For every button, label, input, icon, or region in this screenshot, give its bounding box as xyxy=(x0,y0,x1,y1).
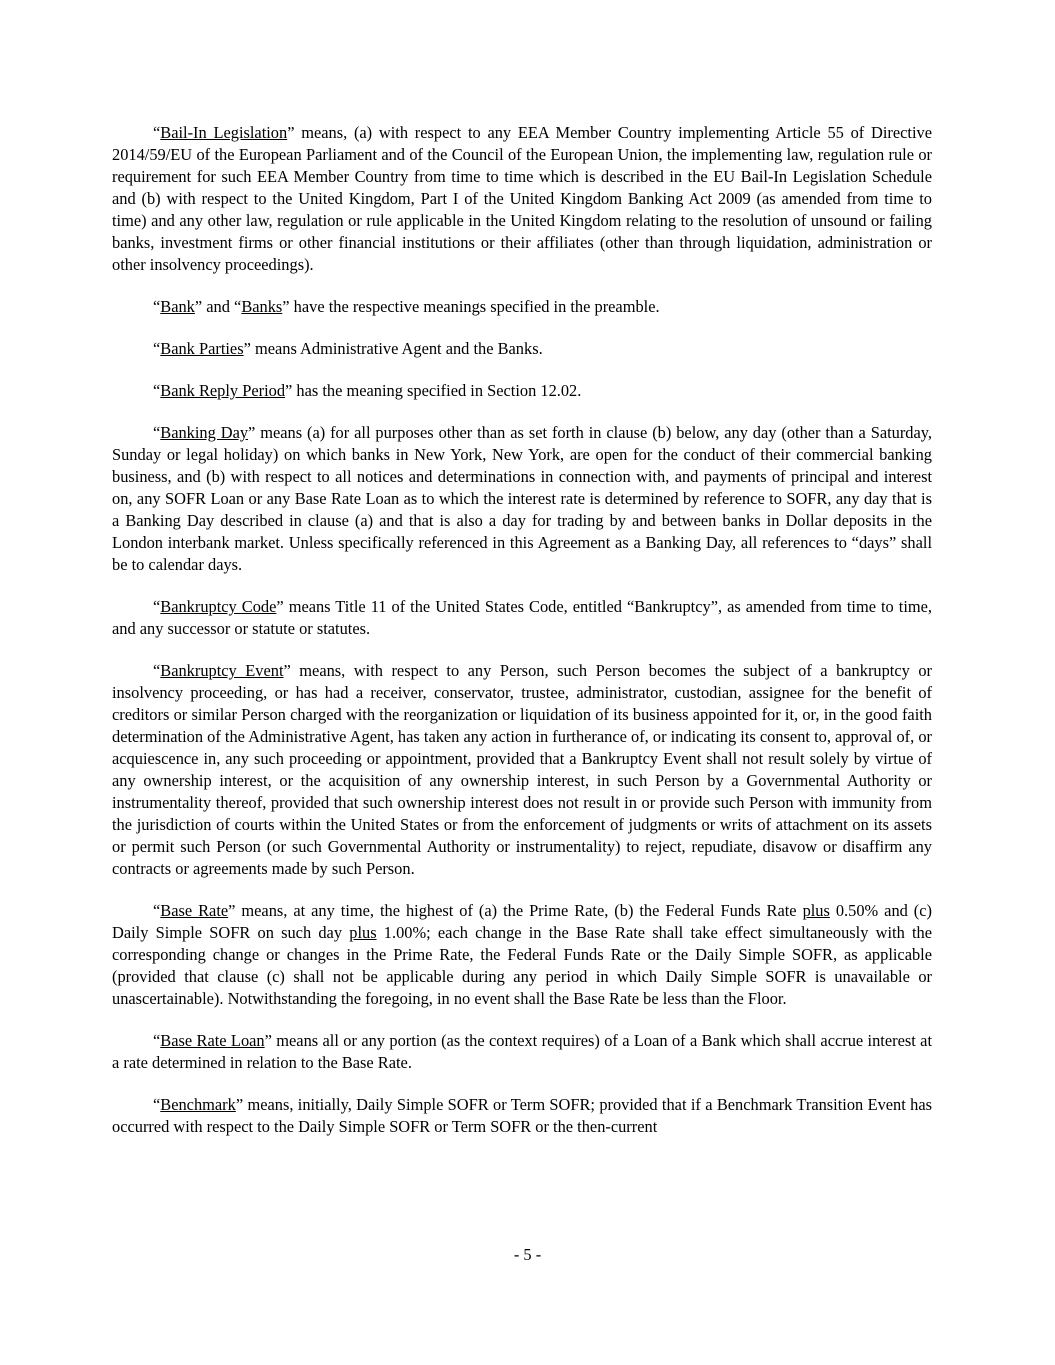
definition-bank-parties xyxy=(112,338,932,360)
definition-text: ” and “ xyxy=(194,297,242,316)
defined-term: Banking Day xyxy=(160,423,249,442)
definition-text: “ xyxy=(153,297,161,316)
defined-term: Benchmark xyxy=(160,1095,236,1114)
definition-text: ” means, at any time, the highest of (a) the Prime Rate, (b) the Federal Funds Rate xyxy=(228,901,803,920)
definition-text: “ xyxy=(153,381,161,400)
definition-text: “ xyxy=(153,1031,161,1050)
defined-term: Bail-In Legislation xyxy=(160,123,288,142)
definition-text: ” means Title 11 of the United States Code, entitled “Bankruptcy”, as amended from time to time, and any successor or statute or statutes. xyxy=(112,597,933,638)
defined-term: Base Rate xyxy=(160,901,229,920)
definition-text: “ xyxy=(153,597,161,616)
definition-bankruptcy-code xyxy=(112,596,932,640)
defined-term: Bankruptcy Event xyxy=(160,661,284,680)
definition-bank xyxy=(112,296,932,318)
definition-base-rate xyxy=(112,900,932,1010)
definition-text: “ xyxy=(153,423,161,442)
definition-text: 1.00%; each change in the Base Rate shall take effect simultaneously with the corresponding change or changes in the Prime Rate, the Federal Funds Rate or the Daily Simple SOFR, as applicable (provided that clause (c) shall not be applicable during any period in which Daily Simple SOFR is unavailable or unascertainable). Notwithstanding the foregoing, in no event shall the Base Rate be less than the Floor. xyxy=(112,923,933,1008)
definition-text: ” means (a) for all purposes other than as set forth in clause (b) below, any day (other than a Saturday, Sunday or legal holiday) on which banks in New York, New York, are open for the conduct of their commercial banking business, and (b) with respect to all notices and determinations in connection with, and payments of principal and interest on, any SOFR Loan or any Base Rate Loan as to which the interest rate is determined by reference to SOFR, any day that is a Banking Day described in clause (a) and that is also a day for trading by and between banks in Dollar deposits in the London interbank market. Unless specifically referenced in this Agreement as a Banking Day, all references to “days” shall be to calendar days. xyxy=(112,423,932,574)
definition-bankruptcy-event xyxy=(112,660,932,880)
definition-text: “ xyxy=(153,123,161,142)
defined-term: Base Rate Loan xyxy=(160,1031,265,1050)
definition-bail-in-legislation xyxy=(112,122,932,276)
defined-term: Bank xyxy=(160,297,195,316)
definition-text: ” have the respective meanings specified in the preamble. xyxy=(282,297,660,316)
definition-text: ” means Administrative Agent and the Banks. xyxy=(243,339,543,358)
definition-text: ” means, (a) with respect to any EEA Member Country implementing Article 55 of Directive 2014/59/EU of the European Parliament and of the Council of the European Union, the implementing law, regulation rule or requirement for such EEA Member Country from time to time which is described in the EU Bail-In Legislation Schedule and (b) with respect to the United Kingdom, Part I of the United Kingdom Banking Act 2009 (as amended from time to time) and any other law, regulation or rule applicable in the United Kingdom relating to the resolution of unsound or failing banks, investment firms or other financial institutions or their affiliates (other than through liquidation, administration or other insolvency proceedings). xyxy=(112,123,932,274)
definition-text: ” means all or any portion (as the context requires) of a Loan of a Bank which shall accrue interest at a rate determined in relation to the Base Rate. xyxy=(112,1031,932,1072)
defined-term: plus xyxy=(349,923,377,942)
definition-text: ” has the meaning specified in Section 12.02. xyxy=(285,381,582,400)
defined-term: Bankruptcy Code xyxy=(160,597,277,616)
definition-text: “ xyxy=(153,661,161,680)
defined-term: plus xyxy=(802,901,830,920)
definition-text: 0.50% and (c) Daily Simple SOFR on such day xyxy=(112,901,932,942)
definition-benchmark xyxy=(112,1094,932,1138)
page-number: - 5 - xyxy=(513,1245,542,1264)
definition-text: “ xyxy=(153,339,161,358)
defined-term: Bank Reply Period xyxy=(160,381,286,400)
definition-text: ” means, initially, Daily Simple SOFR or Term SOFR; provided that if a Benchmark Transition Event has occurred with respect to the Daily Simple SOFR or Term SOFR or the then-current xyxy=(112,1095,932,1136)
definition-text: “ xyxy=(153,1095,161,1114)
definition-bank-reply-period xyxy=(112,380,932,402)
definitions-section xyxy=(112,122,932,1158)
definition-text: ” means, with respect to any Person, such Person becomes the subject of a bankruptcy or insolvency proceeding, or has had a receiver, conservator, trustee, administrator, custodian, assignee for the benefit of creditors or similar Person charged with the reorganization or liquidation of its business appointed for it, or, in the good faith determination of the Administrative Agent, has taken any action in furtherance of, or indicating its consent to, approval of, or acquiescence in, any such proceeding or appointment, provided that a Bankruptcy Event shall not result solely by virtue of any ownership interest, or the acquisition of any ownership interest, in such Person by a Governmental Authority or instrumentality thereof, provided that such ownership interest does not result in or provide such Person with immunity from the jurisdiction of courts within the United States or from the enforcement of judgments or writs of attachment on its assets or permit such Person (or such Governmental Authority or instrumentality) to reject, repudiate, disavow or disaffirm any contracts or agreements made by such Person. xyxy=(112,661,932,878)
definition-base-rate-loan xyxy=(112,1030,932,1074)
definition-banking-day xyxy=(112,422,932,576)
defined-term: Banks xyxy=(241,297,283,316)
definition-text: “ xyxy=(153,901,161,920)
defined-term: Bank Parties xyxy=(160,339,244,358)
